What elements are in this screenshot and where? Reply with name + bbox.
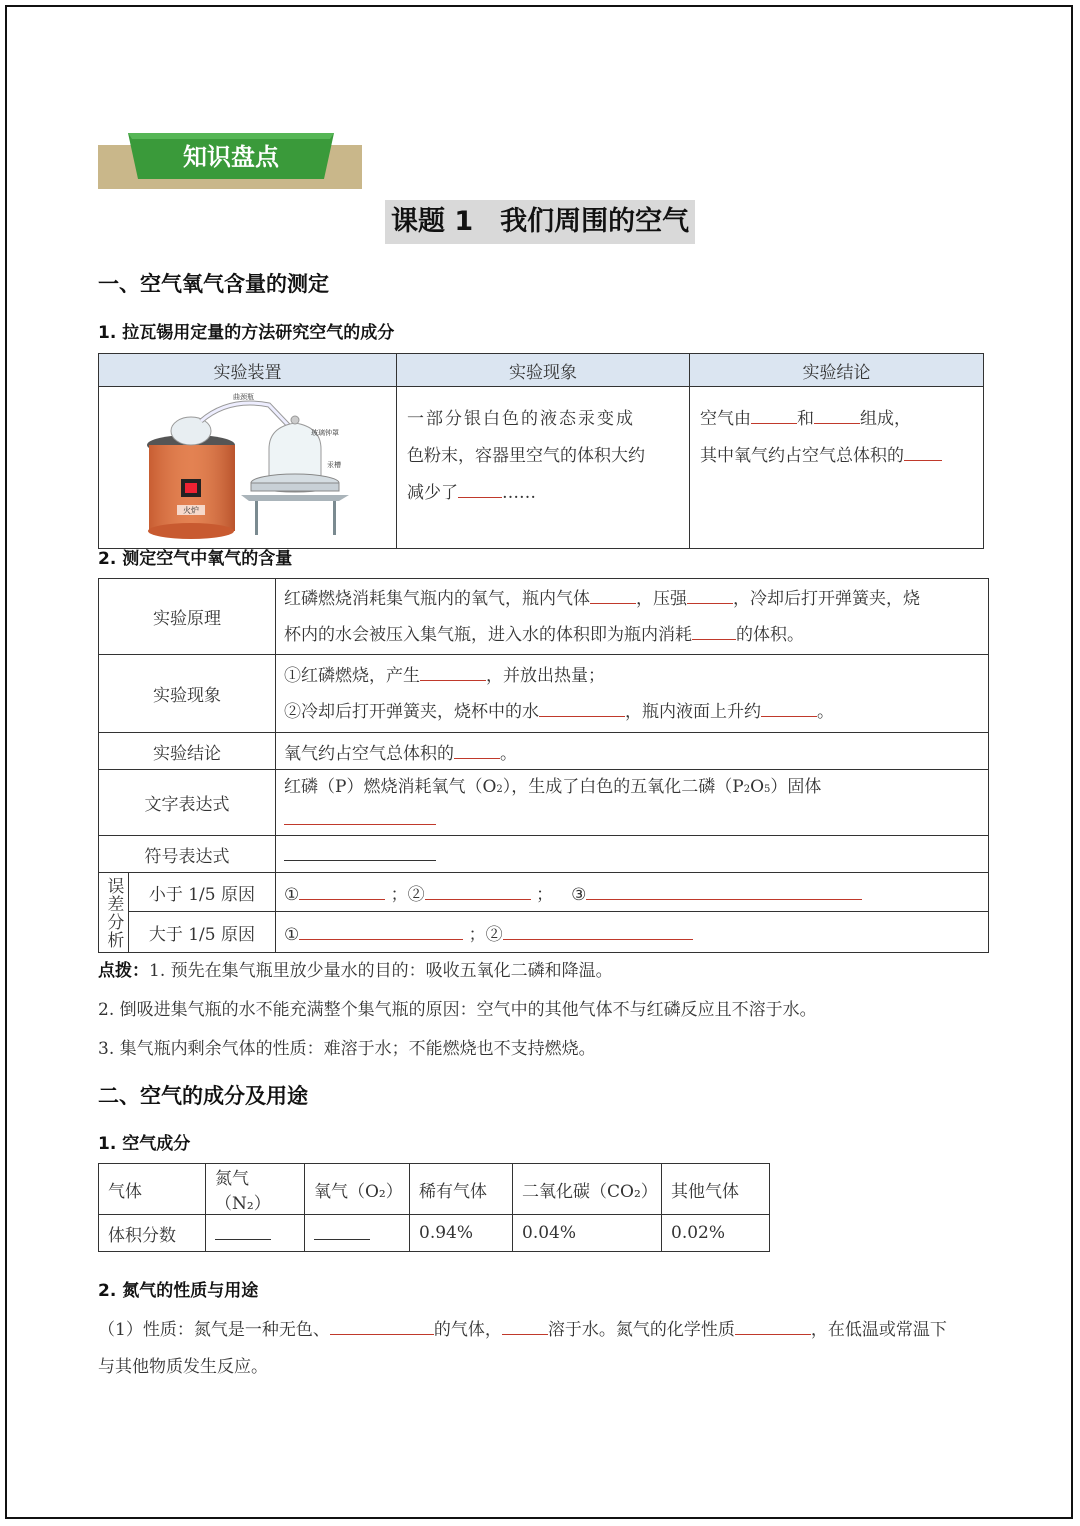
tip-3: 3. 集气瓶内剩余气体的性质：难溶于水；不能燃烧也不支持燃烧。: [98, 1039, 596, 1059]
phenomenon-cell: [396, 387, 689, 549]
prop-e: 与其他物质发生反应。: [98, 1357, 268, 1377]
prop-d: ，在低温或常温下: [810, 1320, 947, 1340]
word-equation-content: [276, 770, 989, 836]
header-nitrogen: 氮气（N₂）: [206, 1164, 305, 1215]
oxygen-measurement-table: [98, 578, 989, 953]
blank-more-reason-1[interactable]: [299, 921, 463, 940]
word-eq-sub3: 5: [764, 784, 771, 795]
blank-less-reason-1[interactable]: [299, 881, 385, 900]
prop-b: 的气体，: [433, 1320, 502, 1340]
phenomenon-text-c: 减少了: [406, 483, 458, 503]
phen-2b: ，瓶内液面上升约: [625, 701, 761, 722]
phenomenon-label: 实验现象: [99, 655, 276, 733]
marker-1: ①: [284, 924, 300, 945]
retort-label: 曲颈瓶: [233, 393, 254, 401]
blank-water-behavior[interactable]: [539, 698, 625, 717]
principle-label: 实验原理: [99, 579, 276, 655]
cell-other-gas-fraction: 0.02%: [662, 1215, 770, 1252]
conclusion-text-d: 其中氧气约占空气总体积的: [699, 446, 904, 466]
principle-1a: 红磷燃烧消耗集气瓶内的氧气，瓶内气体: [284, 588, 590, 609]
furnace-label: 火炉: [183, 506, 199, 515]
trough-label: 汞槽: [327, 461, 341, 469]
blank-more-reason-2[interactable]: [503, 921, 693, 940]
more-than-content: [276, 912, 989, 953]
phen-1b: ，并放出热量；: [486, 665, 605, 686]
blank-volume-reduced[interactable]: [458, 479, 502, 498]
col-header-apparatus: 实验装置: [99, 354, 397, 387]
header-noble-gas: 稀有气体: [410, 1164, 513, 1215]
marker-3: ③: [571, 884, 587, 905]
principle-content: [276, 579, 989, 655]
section2-sub2: 2. 氮气的性质与用途: [98, 1281, 259, 1301]
blank-n2-odor[interactable]: [330, 1316, 434, 1335]
sep: ；: [390, 884, 408, 905]
conclusion-text-b: 和: [796, 409, 814, 429]
more-than-label: 大于 1/5 原因: [128, 912, 275, 953]
t2-conclusion-b: 。: [500, 743, 517, 764]
phenomenon-text-d: ……: [501, 483, 536, 503]
blank-n2-reactivity[interactable]: [735, 1316, 811, 1335]
bell-jar-label: 玻璃钟罩: [311, 429, 339, 437]
blank-pressure-change[interactable]: [687, 585, 733, 604]
cell-noble-gas-fraction: 0.94%: [410, 1215, 513, 1252]
section-banner: [98, 131, 362, 189]
t2-conclusion-a: 氧气约占空气总体积的: [284, 743, 454, 764]
marker-2: ②: [485, 924, 503, 945]
principle-1c: ，冷却后打开弹簧夹，烧: [733, 588, 920, 609]
blank-symbol-equation[interactable]: [284, 842, 436, 861]
phenomenon-text-b: 色粉末，容器里空气的体积大约: [406, 446, 645, 466]
header-other-gas: 其他气体: [662, 1164, 770, 1215]
blank-oxygen-volume-fraction[interactable]: [314, 1221, 370, 1240]
prop-a: （1）性质：氮气是一种无色、: [98, 1320, 330, 1340]
phen-2a: ②冷却后打开弹簧夹，烧杯中的水: [284, 701, 539, 722]
blank-oxygen-fraction[interactable]: [904, 442, 942, 461]
error-analysis-label: 误差分析: [99, 873, 129, 953]
section1-heading: 一、空气氧气含量的测定: [98, 272, 329, 296]
blank-consumed-gas[interactable]: [692, 621, 736, 640]
blank-product-smoke[interactable]: [420, 662, 486, 681]
blank-level-rise[interactable]: [761, 698, 817, 717]
sep: ；: [468, 924, 486, 945]
prop-c: 溶于水。氮气的化学性质: [547, 1320, 735, 1340]
air-composition-table: [98, 1163, 770, 1252]
conclusion-content: [276, 733, 989, 770]
blank-less-reason-3[interactable]: [586, 881, 862, 900]
principle-2a: 杯内的水会被压入集气瓶，进入水的体积即为瓶内消耗: [284, 624, 692, 645]
tips-label: 点拨：: [98, 961, 149, 981]
conclusion-text-c: 组成，: [859, 409, 911, 429]
cell-nitrogen-fraction: [206, 1215, 305, 1252]
marker-2: ②: [407, 884, 425, 905]
lesson-title: 课题 1 我们周围的空气: [391, 206, 690, 237]
header-gas: 气体: [99, 1164, 206, 1215]
word-equation-label: 文字表达式: [99, 770, 276, 836]
word-eq-c: O: [750, 777, 765, 797]
banner-label: 知识盘点: [183, 143, 279, 171]
principle-2b: 的体积。: [736, 624, 804, 645]
marker-1: ①: [284, 884, 300, 905]
word-eq-b: ），生成了白色的五氧化二磷（P: [502, 777, 744, 797]
sep: ；: [536, 884, 554, 905]
blank-nitrogen-fraction[interactable]: [215, 1221, 271, 1240]
word-eq-sub2: 2: [743, 784, 751, 795]
conclusion-cell: [689, 387, 983, 549]
cell-oxygen-fraction: [305, 1215, 410, 1252]
lavoisier-apparatus-illustration: [99, 387, 394, 543]
tip-1: [98, 956, 613, 981]
phen-2c: 。: [817, 701, 834, 722]
col-header-phenomenon: 实验现象: [396, 354, 689, 387]
less-than-label: 小于 1/5 原因: [128, 873, 275, 912]
word-eq-a: 红磷（P）燃烧消耗氧气（O: [284, 777, 497, 797]
less-than-content: [276, 873, 989, 912]
phenomenon-text-a: 一部分银白色的液态汞变成: [406, 409, 635, 429]
word-eq-sub1: 2: [496, 784, 503, 795]
header-oxygen: 氧气（O₂）: [305, 1164, 410, 1215]
header-co2: 二氧化碳（CO₂）: [513, 1164, 662, 1215]
blank-gas-change[interactable]: [590, 585, 636, 604]
conclusion-text-a: 空气由: [699, 409, 751, 429]
blank-fraction[interactable]: [454, 740, 500, 759]
principle-1b: ，压强: [636, 588, 687, 609]
lesson-title-box: [385, 200, 695, 244]
cell-co2-fraction: 0.04%: [513, 1215, 662, 1252]
section2-heading: 二、空气的成分及用途: [98, 1084, 308, 1108]
blank-n2-solubility[interactable]: [502, 1316, 548, 1335]
lavoisier-table: [98, 353, 984, 549]
conclusion-label: 实验结论: [99, 733, 276, 770]
section1-sub2: 2. 测定空气中氧气的含量: [98, 549, 293, 569]
section2-sub1: 1. 空气成分: [98, 1134, 191, 1154]
tip-2: 2. 倒吸进集气瓶的水不能充满整个集气瓶的原因：空气中的其他气体不与红磷反应且不溶于水。: [98, 1000, 817, 1020]
section1-sub1: 1. 拉瓦锡用定量的方法研究空气的成分: [98, 323, 395, 343]
blank-air-component-2[interactable]: [814, 405, 860, 424]
apparatus-cell: [99, 387, 397, 549]
phen-1a: ①红磷燃烧，产生: [284, 665, 420, 686]
word-eq-d: ）固体: [770, 777, 822, 797]
col-header-conclusion: 实验结论: [689, 354, 983, 387]
symbol-equation-content: [276, 836, 989, 873]
blank-word-equation[interactable]: [284, 806, 436, 825]
blank-less-reason-2[interactable]: [425, 881, 531, 900]
tip-1-text: 1. 预先在集气瓶里放少量水的目的：吸收五氧化二磷和降温。: [149, 961, 613, 981]
symbol-equation-label: 符号表达式: [99, 836, 276, 873]
row-label-volume-fraction: 体积分数: [99, 1215, 206, 1252]
blank-air-component-1[interactable]: [751, 405, 797, 424]
nitrogen-properties: [98, 1312, 988, 1386]
phenomenon-content: [276, 655, 989, 733]
